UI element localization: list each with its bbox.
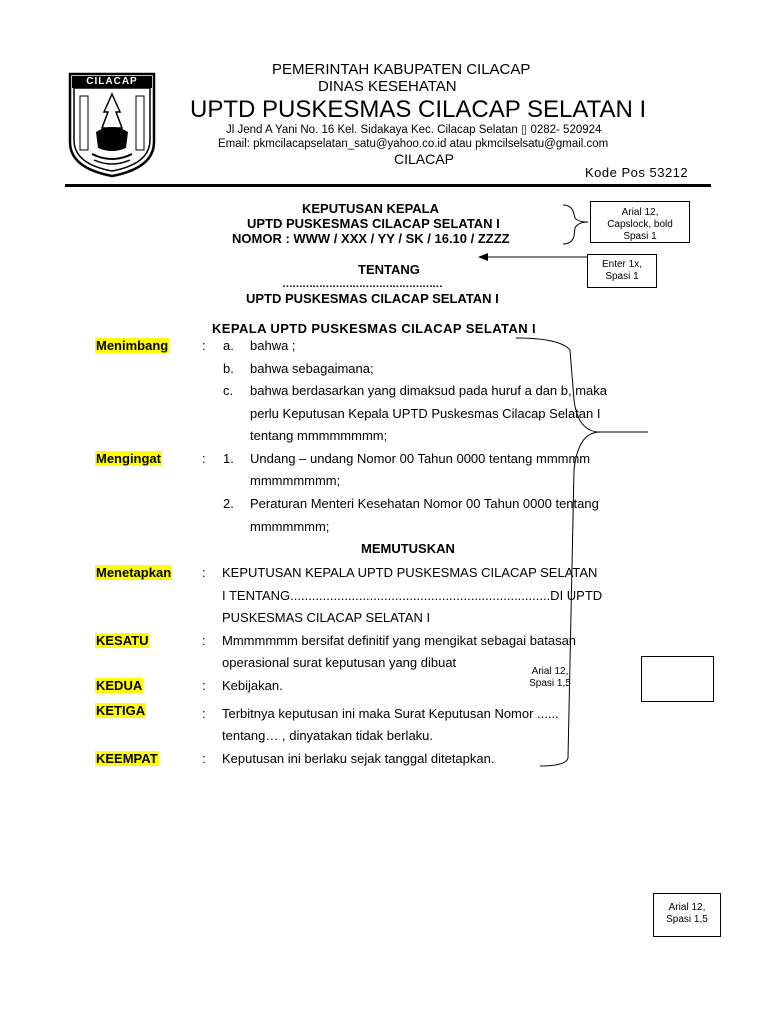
- label-ketiga: KETIGA: [96, 703, 146, 718]
- note-text: Spasi 1: [623, 231, 657, 242]
- item-number: 1.: [223, 451, 234, 466]
- memutuskan-heading: MEMUTUSKAN: [361, 541, 455, 556]
- menetapkan-line3: PUSKESMAS CILACAP SELATAN I: [222, 610, 431, 625]
- title-number: NOMOR : WWW / XXX / YY / SK / 16.10 / ZZZZ: [232, 231, 510, 246]
- item-number: 2.: [223, 496, 234, 511]
- title-line-1: KEPUTUSAN KEPALA: [302, 201, 439, 216]
- item-number: b.: [223, 361, 234, 376]
- note-box-enter: [587, 254, 657, 288]
- note-text: Arial 12,: [668, 902, 706, 913]
- menimbang-c-line2: perlu Keputusan Kepala UPTD Puskesmas Cilacap Selatan I: [250, 406, 601, 421]
- header-address: Jl Jend A Yani No. 16 Kel. Sidakaya Kec. Cilacap Selatan ▯ 0282- 520924: [226, 124, 602, 136]
- note-text: Spasi 1,5: [666, 914, 708, 925]
- title-line-2: UPTD PUSKESMAS CILACAP SELATAN I: [247, 216, 500, 231]
- logo-text: CILACAP: [86, 76, 138, 87]
- header-city: CILACAP: [394, 151, 454, 167]
- title-subject: UPTD PUSKESMAS CILACAP SELATAN I: [246, 291, 499, 306]
- title-tentang: TENTANG: [358, 262, 420, 277]
- label-keempat: KEEMPAT: [96, 751, 158, 766]
- colon: :: [202, 678, 206, 693]
- label-kedua: KEDUA: [96, 678, 143, 693]
- title-brace: [563, 205, 588, 244]
- colon: :: [202, 565, 206, 580]
- note-box-title-format: [590, 201, 690, 243]
- colon: :: [202, 451, 206, 466]
- note-text: Arial 12,: [531, 666, 569, 677]
- cilacap-logo: [68, 72, 156, 178]
- item-number: c.: [223, 383, 234, 398]
- menimbang-c-line3: tentang mmmmmmmm;: [250, 428, 388, 443]
- header-postal-code: Kode Pos 53212: [585, 165, 689, 180]
- enter-arrow-head: [478, 253, 488, 261]
- title-dots: …………………………………………: [282, 278, 442, 290]
- header-divider: [65, 184, 711, 187]
- label-kesatu: KESATU: [96, 633, 149, 648]
- menimbang-c-line1: bahwa berdasarkan yang dimaksud pada huruf a dan b, maka: [250, 383, 608, 398]
- colon: :: [202, 751, 206, 766]
- header-department: DINAS KESEHATAN: [318, 78, 457, 95]
- note-box-bottom: [653, 893, 721, 937]
- header-government: PEMERINTAH KABUPATEN CILACAP: [272, 61, 531, 78]
- keempat-line1: Keputusan ini berlaku sejak tanggal ditetapkan.: [222, 751, 495, 766]
- mengingat-1-line2: mmmmmmmm;: [250, 473, 341, 488]
- menimbang-b: bahwa sebagaimana;: [250, 361, 374, 376]
- mengingat-2-line1: Peraturan Menteri Kesehatan Nomor 00 Tahun 0000 tentang: [250, 496, 599, 511]
- kesatu-line1: Mmmmmmm bersifat definitif yang mengikat sebagai batasan: [222, 633, 577, 648]
- mengingat-1-line1: Undang – undang Nomor 00 Tahun 0000 tentang mmmmm: [250, 451, 591, 466]
- colon: :: [202, 706, 206, 721]
- note-text: Arial 12,: [621, 207, 659, 218]
- kedua-line1: Kebijakan.: [222, 678, 283, 693]
- note-text: Spasi 1,5: [529, 678, 571, 689]
- note-text: Spasi 1: [605, 271, 639, 282]
- ketiga-line2: tentang… , dinyatakan tidak berlaku.: [222, 728, 434, 743]
- label-menimbang: Menimbang: [96, 338, 169, 353]
- label-menetapkan: Menetapkan: [96, 565, 172, 580]
- menetapkan-line1: KEPUTUSAN KEPALA UPTD PUSKESMAS CILACAP SELATAN: [222, 565, 598, 580]
- label-mengingat: Mengingat: [96, 451, 161, 466]
- header-email: Email: pkmcilacapselatan_satu@yahoo.co.id atau pkmcilselsatu@gmail.com: [218, 138, 609, 150]
- item-number: a.: [223, 338, 234, 353]
- ketiga-line1: Terbitnya keputusan ini maka Surat Keputusan Nomor ......: [222, 706, 559, 721]
- menetapkan-line2: I TENTANG........................................................................DI UPTD: [222, 588, 603, 603]
- kesatu-line2: operasional surat keputusan yang dibuat: [222, 655, 457, 670]
- body-brace: [516, 338, 648, 766]
- title-official: KEPALA UPTD PUSKESMAS CILACAP SELATAN I: [212, 321, 537, 336]
- menimbang-a: bahwa ;: [250, 338, 296, 353]
- note-text: Capslock, bold: [607, 219, 673, 230]
- colon: :: [202, 338, 206, 353]
- header-unit-name: UPTD PUSKESMAS CILACAP SELATAN I: [190, 96, 647, 123]
- note-text-body-format: [520, 666, 580, 690]
- note-text: Enter 1x,: [601, 259, 643, 270]
- colon: :: [202, 633, 206, 648]
- note-box-empty: [641, 656, 714, 702]
- mengingat-2-line2: mmmmmmm;: [250, 519, 330, 534]
